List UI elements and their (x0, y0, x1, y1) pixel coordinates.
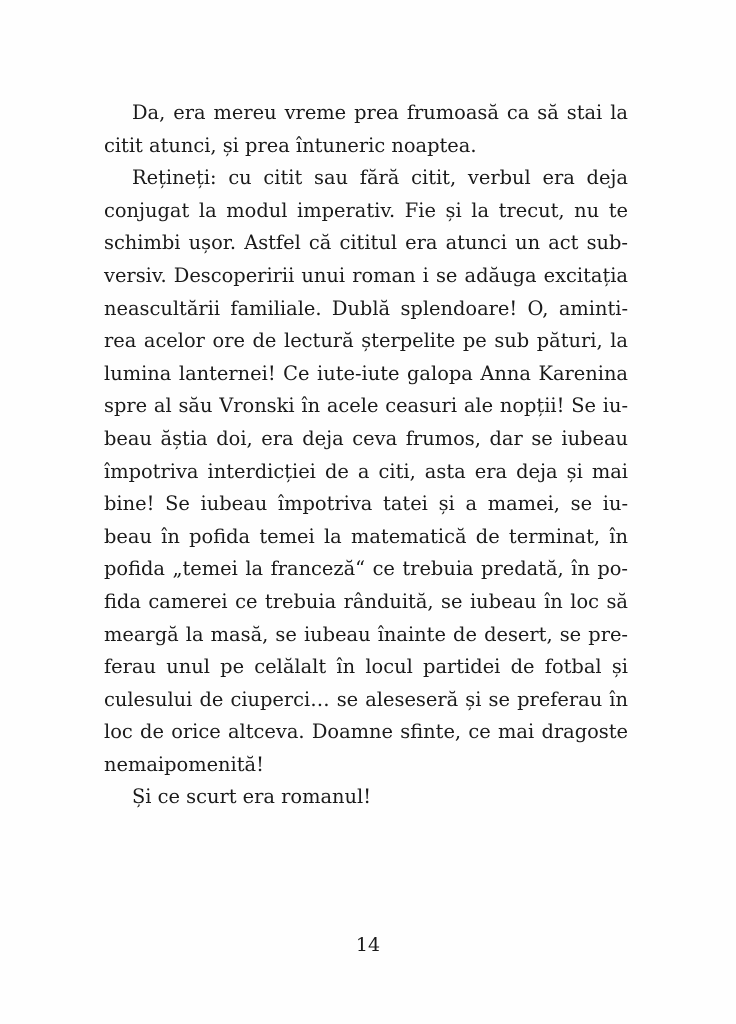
text-line: Și ce scurt era romanul! (132, 785, 372, 809)
text-line: conjugat la modul imperativ. Fie și la trecut, nu te (104, 198, 628, 222)
text-line: beau ăștia doi, era deja ceva frumos, dar se iubeau (104, 426, 628, 450)
text-line: citit atunci, și prea întuneric noaptea. (104, 133, 477, 157)
text-line: fida camerei ce trebuia rânduită, se iubeau în loc să (104, 589, 628, 613)
text-line: beau în pofida temei la matematică de terminat, în (104, 524, 628, 548)
text-line: Da, era mereu vreme prea frumoasă ca să stai la (132, 101, 628, 124)
page-number: 14 (355, 934, 381, 956)
text-line: pofida „temei la franceză“ ce trebuia predată, în po- (104, 557, 628, 581)
text-line: Rețineți: cu citit sau fără citit, verbul era deja (132, 166, 628, 190)
text-line: împotriva interdicției de a citi, asta era deja și mai (104, 459, 628, 483)
text-line: bine! Se iubeau împotriva tatei și a mamei, se iu- (104, 492, 628, 516)
text-line: lumina lanternei! Ce iute-iute galopa Anna Karenina (104, 361, 628, 385)
text-line: loc de orice altceva. Doamne sfinte, ce mai dragoste (104, 720, 628, 744)
text-line: versiv. Descoperirii unui roman i se adăuga excitația (104, 263, 628, 287)
text-line: culesului de ciuperci… se aleseseră și se preferau în (104, 687, 628, 711)
text-line: rea acelor ore de lectură șterpelite pe sub pături, la (104, 329, 628, 353)
text-line: schimbi ușor. Astfel că cititul era atunci un act sub- (104, 231, 628, 255)
text-line: spre al său Vronski în acele ceasuri ale nopții! Se iu- (104, 394, 628, 418)
body-text (104, 97, 628, 814)
text-line: neascultării familiale. Dublă splendoare! O, aminti- (104, 296, 628, 320)
text-line: nemaipomenită! (104, 752, 264, 776)
text-line: meargă la masă, se iubeau înainte de desert, se pre- (104, 622, 628, 646)
text-line: ferau unul pe celălalt în locul partidei de fotbal și (104, 655, 628, 679)
